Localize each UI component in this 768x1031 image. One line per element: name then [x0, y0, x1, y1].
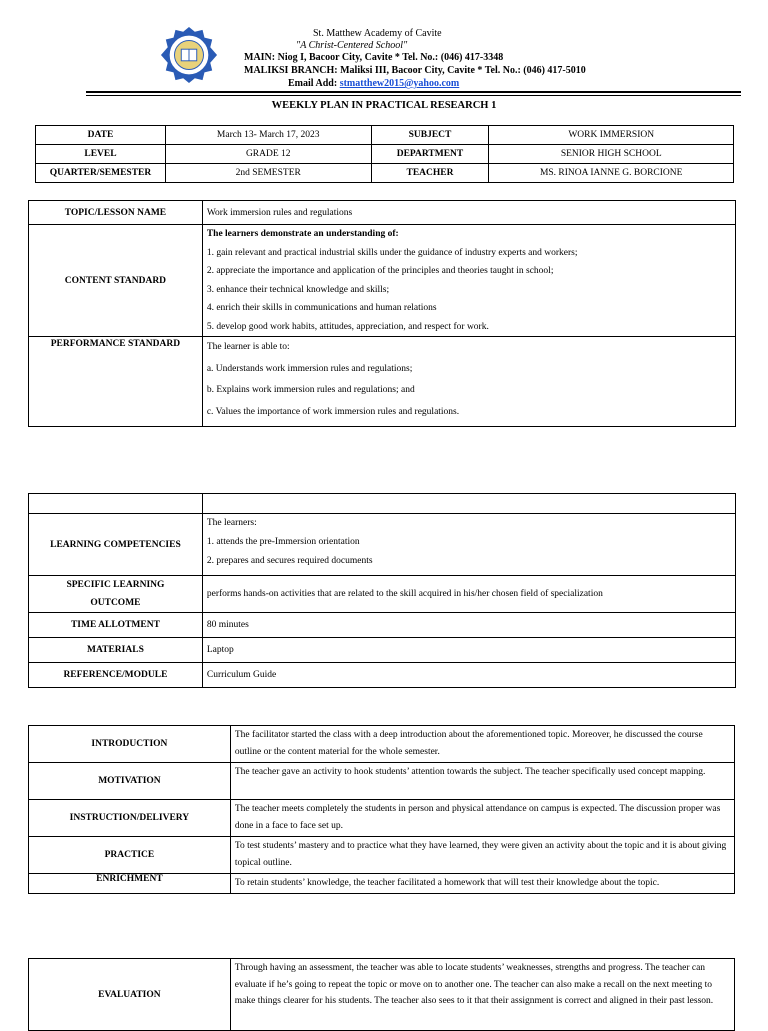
- time-label: TIME ALLOTMENT: [29, 613, 203, 638]
- outcome-label: [29, 576, 203, 613]
- list-item: a. Understands work immersion rules and regulations;: [206, 363, 413, 374]
- procedure-table: [28, 725, 735, 894]
- blank-cell: [29, 494, 203, 514]
- branch-address: MALIKSI BRANCH: Maliksi III, Bacoor City, Cavite * Tel. No.: (046) 417-5010: [244, 65, 586, 76]
- info-row: [36, 164, 734, 183]
- outcome-label-line: SPECIFIC LEARNING: [66, 580, 165, 590]
- instruction-value: The teacher meets completely the students in person and physical attendance on campus is expected. The discussion proper was done in a face to face set up.: [230, 800, 734, 837]
- motivation-label: MOTIVATION: [29, 763, 231, 800]
- topic-value: Work immersion rules and regulations: [202, 201, 735, 225]
- competencies-table: [28, 493, 736, 688]
- info-table: [35, 125, 734, 183]
- introduction-row: [29, 726, 735, 763]
- practice-value: To test students’ mastery and to practice what they have learned, they were given an activity about the topic and it is about giving topical outline.: [230, 837, 734, 874]
- instruction-label: INSTRUCTION/DELIVERY: [29, 800, 231, 837]
- introduction-value: The facilitator started the class with a deep introduction about the aforementioned topic. Moreover, he discussed the course outline or the content material for the whole semester.: [230, 726, 734, 763]
- performance-standard-row: [29, 337, 736, 427]
- practice-label: PRACTICE: [29, 837, 231, 874]
- department-label: DEPARTMENT: [371, 145, 489, 164]
- email-label: Email Add:: [288, 78, 340, 89]
- learning-competencies-value: [202, 514, 735, 576]
- materials-row: [29, 638, 736, 663]
- evaluation-label: EVALUATION: [29, 959, 231, 1031]
- list-item: 4. enrich their skills in communications and human relations: [206, 303, 437, 313]
- topic-row: [29, 201, 736, 225]
- topic-label: TOPIC/LESSON NAME: [29, 201, 203, 225]
- materials-value: Laptop: [202, 638, 735, 663]
- list-item: b. Explains work immersion rules and regulations; and: [206, 385, 415, 395]
- main-address: MAIN: Niog I, Bacoor City, Cavite * Tel. No.: (046) 417-3348: [244, 52, 504, 63]
- reference-label: REFERENCE/MODULE: [29, 663, 203, 688]
- content-intro: The learners demonstrate an understanding of:: [206, 229, 399, 239]
- content-standard-row: [29, 225, 736, 337]
- reference-row: [29, 663, 736, 688]
- learning-competencies-row: [29, 514, 736, 576]
- list-item: 5. develop good work habits, attitudes, appreciation, and respect for work.: [206, 321, 489, 332]
- performance-standard-value: [202, 337, 735, 427]
- outcome-row: [29, 576, 736, 613]
- evaluation-row: [29, 959, 735, 1031]
- introduction-label: INTRODUCTION: [29, 726, 231, 763]
- content-standard-value: [202, 225, 735, 337]
- motivation-row: [29, 763, 735, 800]
- evaluation-table: [28, 958, 735, 1031]
- header-divider-thin: [86, 95, 741, 96]
- list-item: 3. enhance their technical knowledge and skills;: [206, 284, 390, 295]
- list-item: 1. gain relevant and practical industrial skills under the guidance of industry experts and workers;: [206, 247, 578, 258]
- performance-intro: The learner is able to:: [206, 342, 290, 352]
- outcome-value: performs hands-on activities that are related to the skill acquired in his/her chosen field of specialization: [202, 576, 735, 613]
- school-name: St. Matthew Academy of Cavite: [313, 28, 442, 39]
- date-label: DATE: [36, 126, 166, 145]
- quarter-value: 2nd SEMESTER: [165, 164, 371, 183]
- motivation-value: The teacher gave an activity to hook students’ attention towards the subject. The teacher specifically used concept mapping.: [230, 763, 734, 800]
- learning-intro: The learners:: [206, 518, 257, 528]
- outcome-label-line: OUTCOME: [90, 598, 141, 608]
- practice-row: [29, 837, 735, 874]
- blank-row: [29, 494, 736, 514]
- department-value: SENIOR HIGH SCHOOL: [489, 145, 734, 164]
- learning-competencies-label: LEARNING COMPETENCIES: [29, 514, 203, 576]
- subject-label: SUBJECT: [371, 126, 489, 145]
- quarter-label: QUARTER/SEMESTER: [36, 164, 166, 183]
- evaluation-value: Through having an assessment, the teacher was able to locate students’ weaknesses, strengths and progress. The teacher can evaluate if he’s going to repeat the topic or move on to another one. The teacher can also make a recall on the next meeting to make things clearer for his students. The teacher also sees to it that their assignment is correct and aligned in their past lesson.: [230, 959, 734, 1031]
- standards-table: [28, 200, 736, 427]
- instruction-row: [29, 800, 735, 837]
- teacher-value: MS. RINOA IANNE G. BORCIONE: [489, 164, 734, 183]
- enrichment-row: [29, 874, 735, 894]
- info-row: [36, 126, 734, 145]
- header-divider: [86, 91, 741, 93]
- page-title: WEEKLY PLAN IN PRACTICAL RESEARCH 1: [271, 100, 497, 111]
- enrichment-value: To retain students’ knowledge, the teacher facilitated a homework that will test their knowledge about the topic.: [230, 874, 734, 894]
- materials-label: MATERIALS: [29, 638, 203, 663]
- list-item: 2. appreciate the importance and application of the principles and theories taught in school;: [206, 266, 554, 276]
- level-value: GRADE 12: [165, 145, 371, 164]
- time-value: 80 minutes: [202, 613, 735, 638]
- blank-cell: [202, 494, 735, 514]
- list-item: 2. prepares and secures required documents: [206, 556, 373, 566]
- content-standard-label: CONTENT STANDARD: [29, 225, 203, 337]
- enrichment-label: ENRICHMENT: [29, 874, 231, 894]
- reference-value: Curriculum Guide: [202, 663, 735, 688]
- date-value: March 13- March 17, 2023: [165, 126, 371, 145]
- performance-standard-label: PERFORMANCE STANDARD: [29, 337, 203, 427]
- subject-value: WORK IMMERSION: [489, 126, 734, 145]
- email-link[interactable]: stmatthew2015@yahoo.com: [339, 78, 460, 89]
- list-item: 1. attends the pre-Immersion orientation: [206, 537, 360, 547]
- time-row: [29, 613, 736, 638]
- teacher-label: TEACHER: [371, 164, 489, 183]
- list-item: c. Values the importance of work immersion rules and regulations.: [206, 406, 460, 417]
- email-line: [288, 77, 459, 90]
- school-motto: "A Christ-Centered School": [296, 40, 408, 51]
- info-row: [36, 145, 734, 164]
- level-label: LEVEL: [36, 145, 166, 164]
- school-logo-icon: [160, 26, 218, 84]
